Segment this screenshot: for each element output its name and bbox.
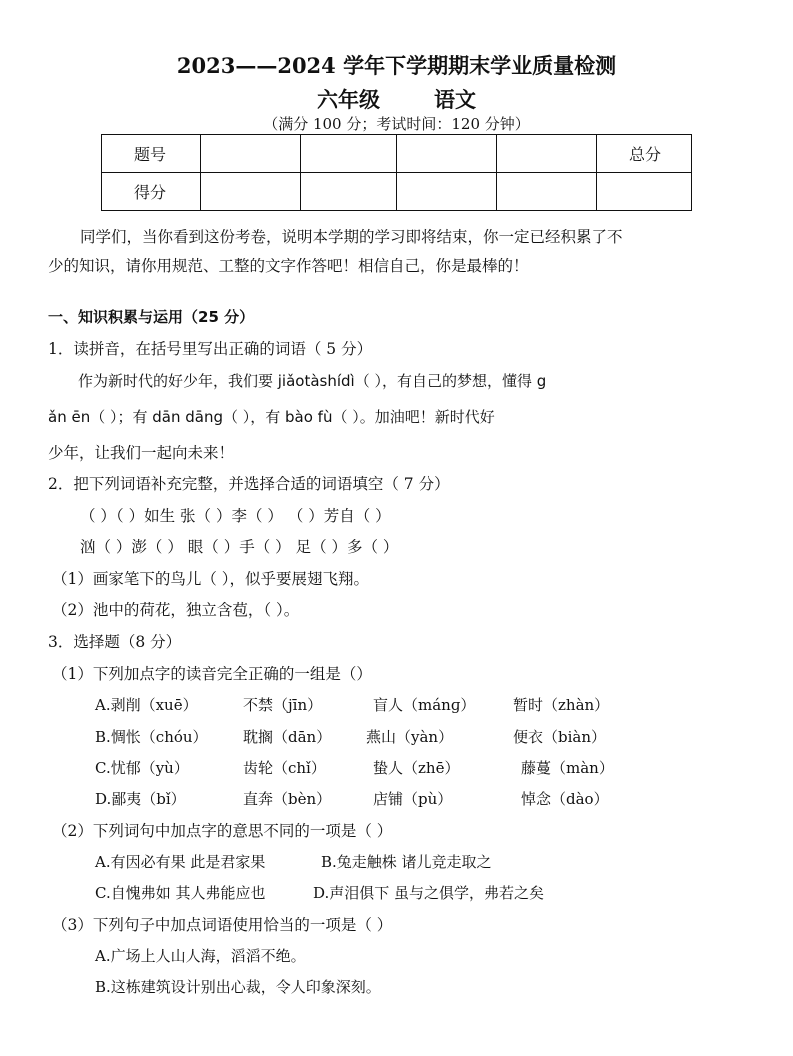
question-number-label: 题号 (102, 135, 201, 173)
option-item: 盲人（mánɡ） (373, 696, 476, 714)
option-item: C.自愧弗如 其人弗能应也 (95, 884, 266, 902)
fill-in-sentence: （2）池中的荷花，独立含苞，（ ）。 (52, 601, 300, 619)
option-item: B.这栋建筑设计别出心裁，令人印象深刻。 (95, 978, 381, 996)
score-cell[interactable] (301, 173, 397, 211)
option-item: A.有因必有果 此是君家果 (95, 853, 266, 871)
sub-question: （1）下列加点字的读音完全正确的一组是（） (52, 665, 372, 683)
score-table-row (102, 135, 692, 173)
option-item: 耽搁（dān） (243, 728, 332, 746)
score-cell (301, 135, 397, 173)
option-item: C.忧郁（yù） (95, 759, 189, 777)
question-text-line: 作为新时代的好少年，我们要 jiǎotàshídì（ ），有自己的梦想，懂得 g (78, 372, 547, 390)
grade-label: 六年级 (317, 87, 380, 112)
option-item: 悼念（dào） (521, 790, 609, 808)
total-score-cell[interactable] (597, 173, 692, 211)
sub-question: （2）下列词句中加点字的意思不同的一项是（ ） (52, 822, 393, 840)
sub-question: （3）下列句子中加点词语使用恰当的一项是（ ） (52, 916, 393, 934)
fill-in-row: 汹（ ）澎（ ） 眼（ ）手（ ） 足（ ）多（ ） (80, 538, 399, 556)
intro-paragraph (48, 223, 748, 281)
option-item: 便衣（biàn） (513, 728, 607, 746)
question-text-line: 少年，让我们一起向未来！ (48, 444, 235, 462)
option-item: 燕山（yàn） (366, 728, 454, 746)
option-item: 暂时（zhàn） (513, 696, 610, 714)
intro-line: 同学们，当你看到这份考卷，说明本学期的学习即将结束，你一定已经积累了不 (80, 228, 623, 246)
score-label: 得分 (102, 173, 201, 211)
option-item: A.广场上人山人海，滔滔不绝。 (95, 947, 306, 965)
option-item: 蛰人（zhē） (373, 759, 460, 777)
total-label: 总分 (597, 135, 692, 173)
option-item: D.声泪俱下 虽与之俱学，弗若之矣 (313, 884, 545, 902)
score-cell[interactable] (201, 173, 301, 211)
fill-in-sentence: （1）画家笔下的鸟儿（ ），似乎要展翅飞翔。 (52, 570, 370, 588)
subject-label: 语文 (434, 87, 476, 112)
exam-subtitle (0, 84, 793, 114)
score-table (101, 134, 692, 211)
question-title: 2．把下列词语补充完整，并选择合适的词语填空（ 7 分） (48, 475, 450, 493)
option-item: 齿轮（chǐ） (243, 759, 326, 777)
option-item: 店铺（pù） (373, 790, 453, 808)
option-item: B.惆怅（chóu） (95, 728, 208, 746)
fill-in-row: （ ）（ ）如生 张（ ）李（ ） （ ）芳自（ ） (80, 507, 391, 525)
option-item: B.兔走触株 诸儿竞走取之 (321, 853, 492, 871)
option-item: 不禁（jīn） (243, 696, 323, 714)
exam-info: （满分 100 分；考试时间：120 分钟） (263, 115, 530, 133)
section-heading: 一、知识积累与运用（25 分） (48, 308, 255, 326)
option-item: 藤蔓（màn） (521, 759, 614, 777)
score-cell (201, 135, 301, 173)
option-item: A.剥削（xuē） (95, 696, 198, 714)
question-title: 1．读拼音，在括号里写出正确的词语（ 5 分） (48, 340, 373, 358)
score-cell (397, 135, 497, 173)
score-cell (497, 135, 597, 173)
score-cell[interactable] (497, 173, 597, 211)
option-item: D.鄙夷（bǐ） (95, 790, 186, 808)
question-title: 3．选择题（8 分） (48, 633, 182, 651)
score-table-row (102, 173, 692, 211)
question-text-line: ǎn ēn（ ）；有 dān dāng（ ），有 bào fù（ ）。加油吧！新时代好 (48, 408, 495, 426)
exam-title: 2023——2024 学年下学期期末学业质量检测 (176, 53, 617, 78)
score-cell[interactable] (397, 173, 497, 211)
intro-line: 少的知识，请你用规范、工整的文字作答吧！相信自己，你是最棒的！ (48, 257, 529, 275)
option-item: 直奔（bèn） (243, 790, 332, 808)
